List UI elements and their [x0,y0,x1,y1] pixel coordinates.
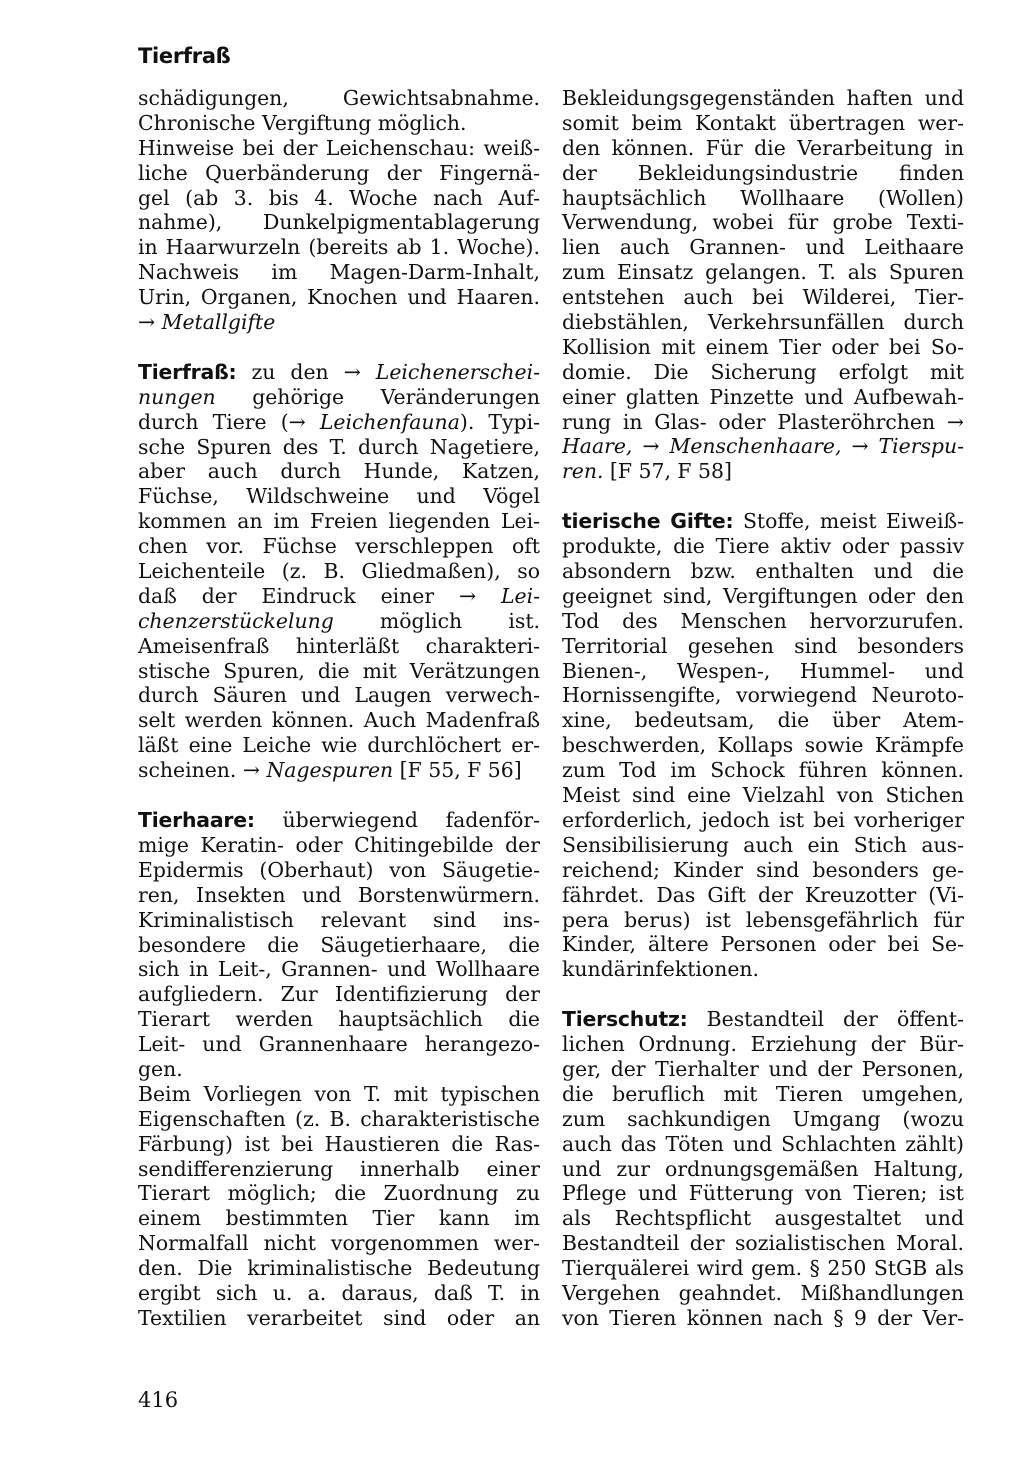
text-run: und zur ordnungsgemäßen Haltung, [562,1156,964,1181]
cross-reference: ren. [562,459,604,484]
text-line [138,708,540,733]
text-line [138,609,540,634]
text-line [562,908,964,933]
text-run: Kinder, ältere Personen oder bei Se- [562,932,964,957]
text-run: daß der Eindruck einer → [138,583,501,608]
text-line [138,235,540,260]
text-line [562,883,964,908]
text-run: domie. Die Sicherung erfolgt mit [562,359,964,384]
text-run: Beim Vorliegen von T. mit typischen [138,1081,540,1106]
paragraph-gap [138,335,540,360]
cross-reference: chenzerstückelung [138,608,334,633]
text-line [562,186,964,211]
entry-term: tierische Gifte: [562,509,734,534]
text-run: kommen an im Freien liegenden Lei- [138,509,540,534]
text-run: zum Tod im Schock führen können. [562,758,964,783]
text-line [138,1281,540,1306]
text-line [562,559,964,584]
text-line [138,310,540,335]
text-line [138,957,540,982]
running-head: Tierfraß [138,44,231,68]
text-run: kundärinfektionen. [562,957,760,982]
text-line [562,758,964,783]
text-run: produkte, die Tiere aktiv oder passiv [562,534,964,559]
right-column [562,86,964,1331]
text-run: Sensibilisierung auch ein Stich aus- [562,832,964,857]
text-line [562,1007,964,1032]
text-run: Hinweise bei der Leichenschau: weiß- [138,135,540,160]
text-run: zum Einsatz gelangen. T. als Spuren [562,260,964,285]
text-line [138,733,540,758]
text-run: überwiegend fadenför- [254,808,540,833]
text-line [138,683,540,708]
text-line [138,1082,540,1107]
text-run: ergibt sich u. a. daraus, daß T. in [138,1280,540,1305]
text-run: sche Spuren des T. durch Nagetiere, [138,434,540,459]
text-line [138,484,540,509]
text-run: Tierquälerei wird gem. § 250 StGB als [562,1256,964,1281]
text-line [562,434,964,459]
text-run: zum sachkundigen Umgang (wozu [562,1106,964,1131]
text-run: Tierart werden hauptsächlich die [138,1007,540,1032]
text-run: Urin, Organen, Knochen und Haaren. [138,285,540,310]
text-line [562,584,964,609]
text-line [562,310,964,335]
text-line [562,783,964,808]
text-run: läßt eine Leiche wie durchlöchert er- [138,733,540,758]
text-run: fährdet. Das Gift der Kreuzotter (Vi- [562,882,964,907]
text-run: nahme), Dunkelpigmentablagerung [138,210,540,235]
text-line [562,1107,964,1132]
text-line [138,161,540,186]
text-run: → [632,434,670,459]
text-run: lichen Ordnung. Erziehung der Bür- [562,1032,964,1057]
text-line [138,1206,540,1231]
text-run: einer glatten Pinzette und Aufbewah- [562,384,964,409]
text-run: die beruflich mit Tieren umgehen, [562,1081,964,1106]
text-line [562,335,964,360]
text-run: gehörige Veränderungen [215,384,540,409]
text-line [138,111,540,136]
paragraph-gap [562,484,964,509]
text-line [138,210,540,235]
text-run: Füchse, Wildschweine und Vögel [138,484,540,509]
text-run: Hornissengifte, vorwiegend Neuroto- [562,683,964,708]
text-line [562,1306,964,1331]
text-line [138,360,540,385]
text-run: ger, der Tierhalter und der Personen, [562,1056,964,1081]
text-line [138,1157,540,1182]
text-run: Leichenteile (z. B. Gliedmaßen), so [138,559,540,584]
text-line [138,1231,540,1256]
text-line [138,1032,540,1057]
text-run: → Metallgifte [138,310,276,335]
text-run: [F 55, F 56] [393,758,522,783]
text-run: möglich ist. [333,608,540,633]
text-line [562,136,964,161]
text-run: Färbung) ist bei Haustieren die Ras- [138,1131,540,1156]
text-run: Bienen-, Wespen-, Hummel- und [562,658,964,683]
text-line [562,235,964,260]
text-line [138,833,540,858]
text-line [138,908,540,933]
text-run: Vergehen geahndet. Mißhandlungen [562,1280,964,1305]
text-run: chen vor. Füchse verschleppen oft [138,534,540,559]
text-line [562,410,964,435]
text-line [138,1132,540,1157]
text-run: [F 57, F 58] [603,459,732,484]
text-line [138,858,540,883]
page-number: 416 [138,1388,179,1412]
text-run: den. Die kriminalistische Bedeutung [138,1256,540,1281]
cross-reference: nungen [138,384,216,409]
text-run: aufgliedern. Zur Identifizierung der [138,982,540,1007]
text-line [138,186,540,211]
text-run: Leit- und Grannenhaare herangezo- [138,1032,540,1057]
text-line [562,210,964,235]
text-line [562,957,964,982]
text-line [138,1057,540,1082]
text-line [138,86,540,111]
text-run: Bekleidungsgegenständen haften und [562,86,964,110]
entry-term: Tierhaare: [138,808,255,833]
text-run: der Bekleidungsindustrie finden [562,160,964,185]
cross-reference: Haare, [562,434,633,459]
text-line [138,883,540,908]
text-line [562,1181,964,1206]
text-line [138,285,540,310]
text-line [138,659,540,684]
text-line [562,708,964,733]
cross-reference: Nagespuren [266,758,394,783]
text-run: Tod des Menschen hervorzurufen. [562,608,964,633]
text-line [562,111,964,136]
text-line [562,733,964,758]
text-line [562,634,964,659]
text-run: schädigungen, Gewichtsabnahme. [138,86,540,110]
text-run: gel (ab 3. bis 4. Woche nach Auf- [138,185,540,210]
text-run: reichend; Kinder sind besonders ge- [562,857,964,882]
text-run: als Rechtspflicht ausgestaltet und [562,1206,964,1231]
text-run: Epidermis (Oberhaut) von Säugetie- [138,857,540,882]
paragraph-gap [562,982,964,1007]
text-line [562,260,964,285]
text-run: Verwendung, wobei für grobe Texti- [562,210,964,235]
text-line [562,161,964,186]
text-run: ren, Insekten und Borstenwürmern. [138,882,540,907]
cross-reference: Leichenerschei- [375,359,540,384]
text-run: von Tieren können nach § 9 der Ver- [562,1305,964,1330]
text-run: durch Säuren und Laugen verwech- [138,683,540,708]
text-run: Eigenschaften (z. B. charakteristische [138,1106,540,1131]
text-line [562,385,964,410]
text-run: mige Keratin- oder Chitingebilde der [138,832,540,857]
text-run: beschwerden, Kollaps sowie Krämpfe [562,733,964,758]
text-run: erforderlich, jedoch ist bei vorheriger [562,807,964,832]
text-line [562,1132,964,1157]
text-run: besondere die Säugetierhaare, die [138,932,540,957]
text-run: absondern bzw. enthalten und die [562,559,964,584]
text-line [138,435,540,460]
text-line [138,584,540,609]
text-run: sich in Leit-, Grannen- und Wollhaare [138,957,540,982]
cross-reference: Lei- [500,583,540,608]
text-line [138,459,540,484]
text-run: Nachweis im Magen-Darm-Inhalt, [138,260,540,285]
text-line [562,932,964,957]
text-run: liche Querbänderung der Fingernä- [138,160,540,185]
text-run: den können. Für die Verarbeitung in [562,135,964,160]
text-run: auch das Töten und Schlachten zählt) [562,1131,964,1156]
text-run: Kriminalistisch relevant sind ins- [138,907,540,932]
text-run: Bestandteil der öffent- [687,1007,964,1032]
text-line [562,683,964,708]
text-line [138,410,540,435]
text-line [138,136,540,161]
text-line [138,1007,540,1032]
text-line [138,808,540,833]
text-run: → [841,434,879,459]
text-line [138,933,540,958]
text-line [562,1157,964,1182]
text-run: entstehen auch bei Wilderei, Tier- [562,285,964,310]
text-line [138,1256,540,1281]
text-run: ). Typi- [459,409,540,434]
text-line [138,1181,540,1206]
text-run: Tierart möglich; die Zuordnung zu [138,1181,540,1206]
text-line [562,1032,964,1057]
text-line [562,509,964,534]
text-run: einem bestimmten Tier kann im [138,1206,540,1231]
text-line [562,1057,964,1082]
text-run: aber auch durch Hunde, Katzen, [138,459,540,484]
text-run: Chronische Vergiftung möglich. [138,110,467,135]
text-run: somit beim Kontakt übertragen wer- [562,110,964,135]
text-line [562,1281,964,1306]
left-column [138,86,540,1331]
text-run: diebstählen, Verkehrsunfällen durch [562,310,964,335]
text-line [562,609,964,634]
text-run: Stoffe, meist Eiweiß- [733,509,964,534]
entry-term: Tierschutz: [562,1007,688,1032]
text-run: Bestandteil der sozialistischen Moral. [562,1231,964,1256]
cross-reference: Menschenhaare, [669,434,842,459]
text-line [138,758,540,783]
text-line [138,559,540,584]
cross-reference: Leichenfauna [319,409,460,434]
text-run: Kollision mit einem Tier oder bei So- [562,334,964,359]
paragraph-gap [138,783,540,808]
text-line [138,982,540,1007]
text-line [562,659,964,684]
text-line [138,1306,540,1331]
text-run: Territorial gesehen sind besonders [562,633,964,658]
text-line [138,634,540,659]
text-run: Textilien verarbeitet sind oder an [138,1305,540,1330]
text-line [562,459,964,484]
entry-term: Tierfraß: [138,359,237,384]
text-line [562,534,964,559]
text-line [562,1231,964,1256]
text-line [562,1206,964,1231]
text-line [562,1256,964,1281]
text-run: geeignet sind, Vergiftungen oder den [562,583,964,608]
text-run: durch Tiere (→ [138,409,320,434]
cross-reference: Tierspu- [878,434,964,459]
text-run: stische Spuren, die mit Verätzungen [138,658,540,683]
text-run: Meist sind eine Vielzahl von Stichen [562,783,964,808]
text-run: sendifferenzierung innerhalb einer [138,1156,540,1181]
text-line [562,285,964,310]
text-line [562,86,964,111]
text-run: selt werden können. Auch Madenfraß [138,708,540,733]
text-line [138,385,540,410]
text-run: Pflege und Fütterung von Tieren; ist [562,1181,964,1206]
text-run: gen. [138,1056,183,1081]
text-run: lien auch Grannen- und Leithaare [562,235,964,260]
text-line [138,534,540,559]
text-line [138,260,540,285]
text-line [562,833,964,858]
text-run: Ameisenfraß hinterläßt charakteri- [138,633,540,658]
text-line [138,509,540,534]
text-line [562,360,964,385]
text-run: zu den → [236,359,376,384]
text-run: rung in Glas- oder Plasteröhrchen → [562,409,964,434]
text-run: Normalfall nicht vorgenommen wer- [138,1231,540,1256]
text-run: scheinen. → [138,758,267,783]
text-line [562,1082,964,1107]
text-run: pera berus) ist lebensgefährlich für [562,907,964,932]
text-line [562,858,964,883]
text-run: hauptsächlich Wollhaare (Wollen) [562,185,964,210]
text-run: in Haarwurzeln (bereits ab 1. Woche). [138,235,540,260]
text-line [138,1107,540,1132]
text-run: xine, bedeutsam, die über Atem- [562,708,964,733]
text-line [562,808,964,833]
